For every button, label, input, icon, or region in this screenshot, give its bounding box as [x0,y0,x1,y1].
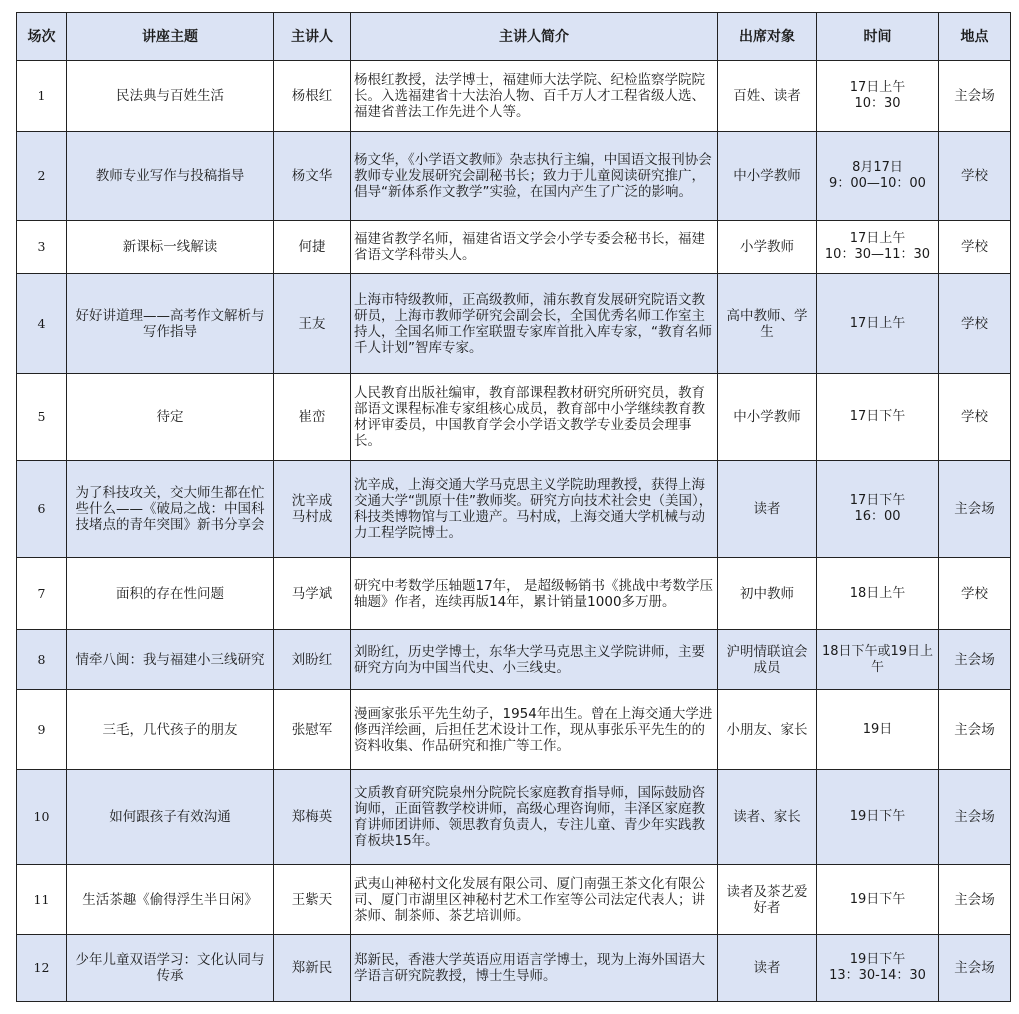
lecture-venue: 学校 [939,132,1011,221]
speaker-bio: 郑新民，香港大学英语应用语言学博士，现为上海外国语大学语言研究院教授，博士生导师。 [351,935,718,1002]
lecture-schedule-table [16,12,1011,1002]
session-number: 7 [17,558,67,630]
speaker-bio: 人民教育出版社编审，教育部课程教材研究所研究员，教育部语文课程标准专家组核心成员，教育部中小学继续教育教材评审委员，中国教育学会小学语文教学专业委员会理事长。 [351,374,718,461]
schedule-body [17,61,1011,1002]
lecture-venue: 学校 [939,221,1011,274]
lecture-time: 19日下午 [817,770,939,865]
header-audience: 出席对象 [718,13,817,61]
header-time: 时间 [817,13,939,61]
lecture-time: 17日上午 10：30 [817,61,939,132]
table-row [17,61,1011,132]
speaker-bio: 文质教育研究院泉州分院院长家庭教育指导师，国际鼓励咨询师，正面管教学校讲师，高级心理咨询师，丰泽区家庭教育讲师团讲师、领思教育负责人，专注儿童、青少年实践教育板块15年。 [351,770,718,865]
lecture-topic: 新课标一线解读 [67,221,274,274]
audience: 沪明情联谊会成员 [718,630,817,690]
lecture-topic: 三毛，几代孩子的朋友 [67,690,274,770]
lecture-time: 18日上午 [817,558,939,630]
speaker-bio: 研究中考数学压轴题17年， 是超级畅销书《挑战中考数学压轴题》作者，连续再版14年，累计销量1000多万册。 [351,558,718,630]
speaker-bio: 沈辛成，上海交通大学马克思主义学院助理教授，获得上海交通大学“凯原十佳”教师奖。研究方向技术社会史（美国），科技类博物馆与工业遗产。马村成，上海交通大学机械与动力工程学院博士。 [351,461,718,558]
table-row [17,690,1011,770]
table-row [17,865,1011,935]
lecture-time: 17日上午 10：30—11：30 [817,221,939,274]
session-number: 12 [17,935,67,1002]
header-topic: 讲座主题 [67,13,274,61]
lecture-topic: 少年儿童双语学习：文化认同与传承 [67,935,274,1002]
table-row [17,221,1011,274]
speaker-name: 刘盼红 [274,630,351,690]
lecture-venue: 学校 [939,558,1011,630]
header-bio: 主讲人简介 [351,13,718,61]
session-number: 2 [17,132,67,221]
session-number: 6 [17,461,67,558]
lecture-time: 17日下午 [817,374,939,461]
lecture-venue: 主会场 [939,61,1011,132]
table-row [17,935,1011,1002]
header-row [17,13,1011,61]
lecture-time: 17日下午 16：00 [817,461,939,558]
lecture-venue: 主会场 [939,935,1011,1002]
lecture-time: 19日 [817,690,939,770]
speaker-name: 马学斌 [274,558,351,630]
session-number: 11 [17,865,67,935]
lecture-topic: 待定 [67,374,274,461]
table-row [17,132,1011,221]
header-venue: 地点 [939,13,1011,61]
lecture-time: 19日下午 [817,865,939,935]
speaker-name: 王紫天 [274,865,351,935]
speaker-name: 郑新民 [274,935,351,1002]
lecture-topic: 如何跟孩子有效沟通 [67,770,274,865]
speaker-bio: 刘盼红，历史学博士，东华大学马克思主义学院讲师，主要研究方向为中国当代史、小三线史。 [351,630,718,690]
lecture-venue: 主会场 [939,865,1011,935]
session-number: 3 [17,221,67,274]
lecture-topic: 教师专业写作与投稿指导 [67,132,274,221]
speaker-name: 杨根红 [274,61,351,132]
audience: 百姓、读者 [718,61,817,132]
speaker-name: 王友 [274,274,351,374]
speaker-name: 杨文华 [274,132,351,221]
audience: 中小学教师 [718,132,817,221]
speaker-bio: 杨根红教授，法学博士，福建师大法学院、纪检监察学院院长。入选福建省十大法治人物、百千万人才工程省级人选、福建省普法工作先进个人等。 [351,61,718,132]
speaker-bio: 武夷山神秘村文化发展有限公司、厦门南强王茶文化有限公司、厦门市湖里区神秘村艺术工作室等公司法定代表人；讲茶师、制茶师、茶艺培训师。 [351,865,718,935]
speaker-bio: 福建省教学名师，福建省语文学会小学专委会秘书长，福建省语文学科带头人。 [351,221,718,274]
session-number: 9 [17,690,67,770]
header-speaker: 主讲人 [274,13,351,61]
lecture-time: 18日下午或19日上午 [817,630,939,690]
lecture-topic: 为了科技攻关，交大师生都在忙些什么——《破局之战：中国科技堵点的青年突围》新书分享会 [67,461,274,558]
lecture-time: 19日下午 13：30-14：30 [817,935,939,1002]
speaker-name: 沈辛成 马村成 [274,461,351,558]
table-row [17,461,1011,558]
session-number: 4 [17,274,67,374]
lecture-time: 17日上午 [817,274,939,374]
speaker-name: 何捷 [274,221,351,274]
audience: 高中教师、学生 [718,274,817,374]
audience: 初中教师 [718,558,817,630]
lecture-topic: 情牵八闽：我与福建小三线研究 [67,630,274,690]
lecture-topic: 生活茶趣《偷得浮生半日闲》 [67,865,274,935]
lecture-topic: 面积的存在性问题 [67,558,274,630]
audience: 读者 [718,935,817,1002]
lecture-time: 8月17日 9：00—10：00 [817,132,939,221]
speaker-name: 崔峦 [274,374,351,461]
session-number: 10 [17,770,67,865]
speaker-name: 郑梅英 [274,770,351,865]
table-row [17,770,1011,865]
speaker-bio: 漫画家张乐平先生幼子，1954年出生。曾在上海交通大学进修西洋绘画，后担任艺术设计工作，现从事张乐平先生的的资料收集、作品研究和推广等工作。 [351,690,718,770]
table-row [17,558,1011,630]
header-session: 场次 [17,13,67,61]
table-row [17,630,1011,690]
session-number: 1 [17,61,67,132]
speaker-bio: 杨文华，《小学语文教师》杂志执行主编，中国语文报刊协会教师专业发展研究会副秘书长；致力于儿童阅读研究推广，倡导“新体系作文教学”实验，在国内产生了广泛的影响。 [351,132,718,221]
audience: 读者 [718,461,817,558]
audience: 读者及茶艺爱好者 [718,865,817,935]
audience: 读者、家长 [718,770,817,865]
table-row [17,274,1011,374]
lecture-venue: 主会场 [939,461,1011,558]
lecture-topic: 好好讲道理——高考作文解析与写作指导 [67,274,274,374]
lecture-venue: 主会场 [939,770,1011,865]
session-number: 8 [17,630,67,690]
table-row [17,374,1011,461]
audience: 中小学教师 [718,374,817,461]
lecture-topic: 民法典与百姓生活 [67,61,274,132]
audience: 小朋友、家长 [718,690,817,770]
lecture-venue: 学校 [939,374,1011,461]
session-number: 5 [17,374,67,461]
lecture-venue: 主会场 [939,690,1011,770]
lecture-venue: 主会场 [939,630,1011,690]
speaker-name: 张慰军 [274,690,351,770]
speaker-bio: 上海市特级教师，正高级教师，浦东教育发展研究院语文教研员，上海市教师学研究会副会长，全国优秀名师工作室主持人，全国名师工作室联盟专家库首批入库专家，“教育名师千人计划”智库专家。 [351,274,718,374]
audience: 小学教师 [718,221,817,274]
lecture-venue: 学校 [939,274,1011,374]
